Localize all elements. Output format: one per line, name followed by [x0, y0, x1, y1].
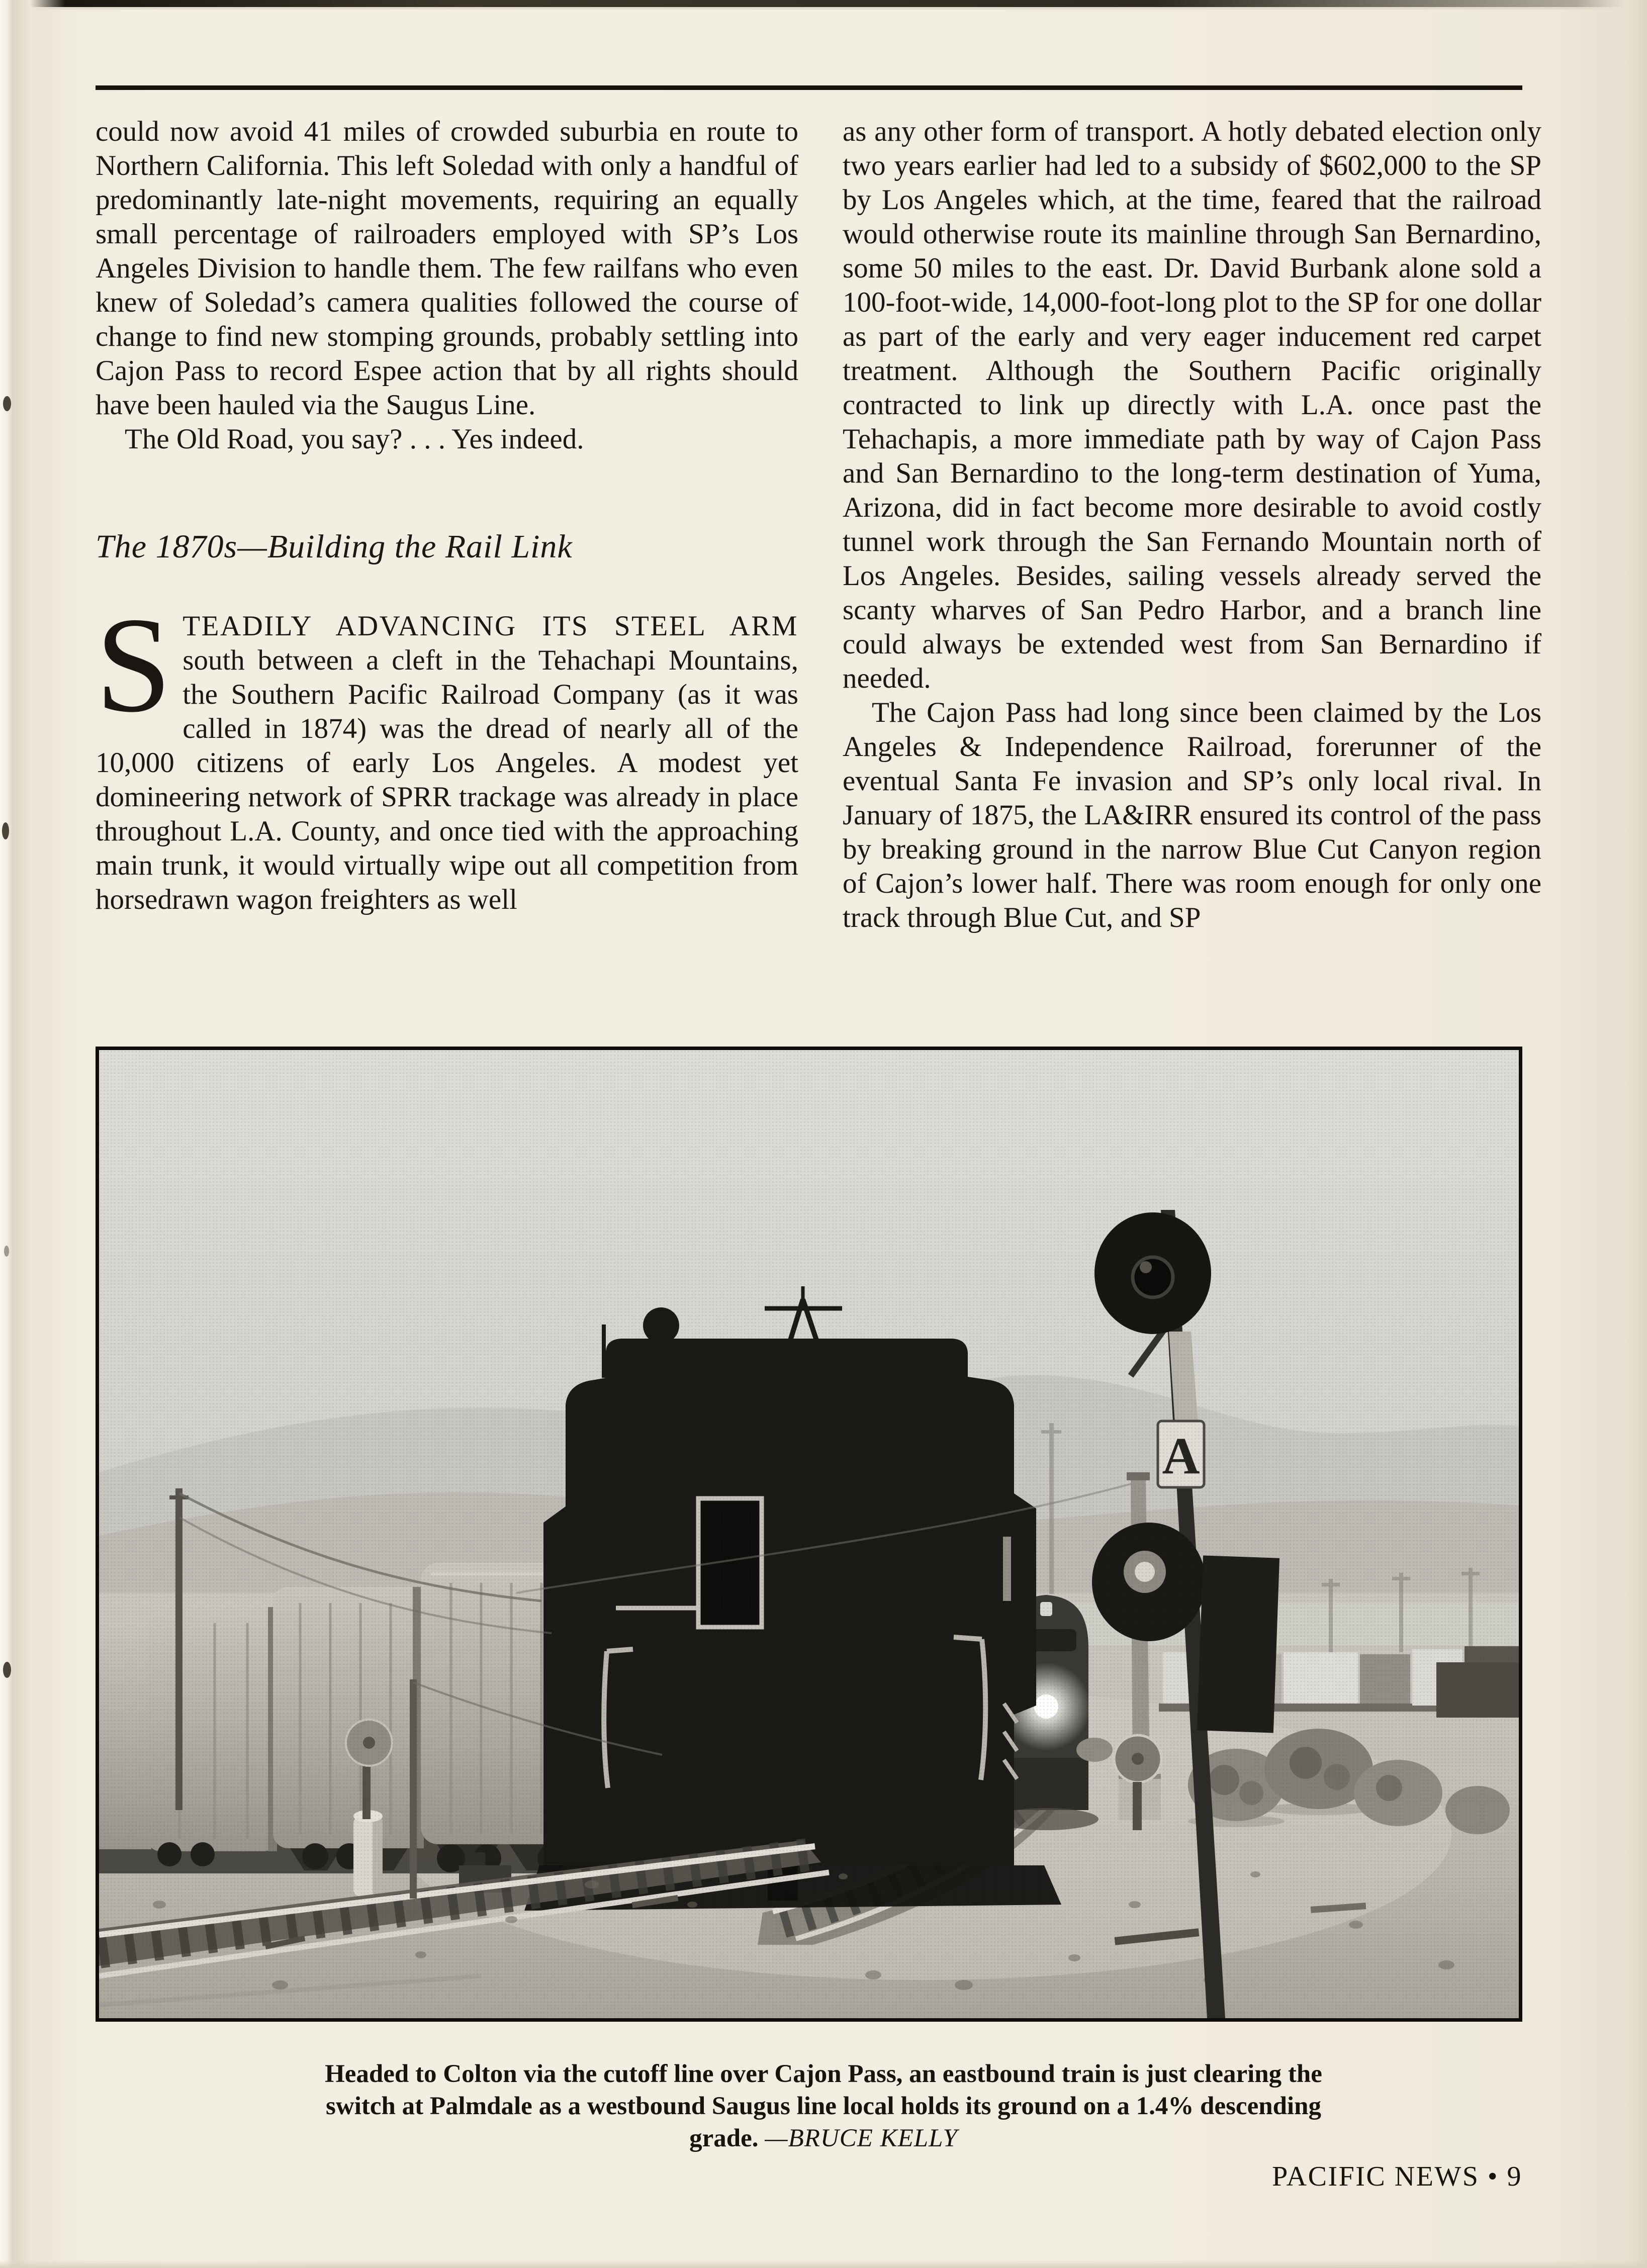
right-column — [843, 115, 1541, 935]
scan-bottom-edge — [0, 2260, 1647, 2268]
scan-top-edge — [0, 0, 1647, 7]
drop-cap: S — [96, 589, 172, 740]
body-paragraph-continuation: could now avoid 41 miles of crowded suburbia en route to Northern California. This left Soledad with only a handful of predominantly late-night movements, requiring an equally small percentage of railroaders employed with SP’s Los Angeles Division to handle them. The few railfans who even knew of Soledad’s camera qualities followed the course of change to find new stomping grounds, probably settling into Cajon Pass to record Espee action that by all rights should have been hauled via the Saugus Line. — [96, 116, 798, 421]
binding-mark — [2, 822, 9, 839]
halftone-overlay — [99, 1050, 1519, 2018]
lead-in-caps: TEADILY ADVANCING ITS STEEL ARM — [182, 610, 798, 642]
body-paragraph-steadily — [96, 589, 798, 917]
scan-top-highlight — [0, 7, 1647, 10]
top-rule — [96, 85, 1522, 90]
scan-left-edge — [0, 0, 65, 2268]
paragraph-text: south between a cleft in the Tehachapi Mountains, the Southern Pacific Railroad Company (as it was called in 1874) was the dread of nearly all of the 10,000 citizens of early Los Angeles. A modest yet domineering network of SPRR trackage was already in place throughout L.A. County, and once tied with the approaching main trunk, it would virtually wipe out all competition from horsedrawn wagon freighters as well — [96, 644, 798, 915]
photo-caption — [301, 2058, 1346, 2154]
photo-frame — [96, 1047, 1522, 2022]
body-paragraph-cajon: The Cajon Pass had long since been claimed by the Los Angeles & Independence Railroad, forerunner of the eventual Santa Fe invasion and SP’s only local rival. In January of 1875, the LA&IRR ensured its control of the pass by breaking ground in the narrow Blue Cut Canyon region of Cajon’s lower half. There was room enough for only one track through Blue Cut, and SP — [843, 697, 1541, 933]
page-footer: PACIFIC NEWS • 9 — [1272, 2161, 1522, 2192]
binding-mark — [3, 396, 11, 411]
caption-text: Headed to Colton via the cutoff line over Cajon Pass, an eastbound train is just clearing the switch at Palmdale as a westbound Saugus line local holds its ground on a 1.4% descending grade. — [325, 2060, 1322, 2152]
scan-right-edge — [1577, 0, 1647, 2268]
section-heading: The 1870s—Building the Rail Link — [96, 528, 573, 565]
body-paragraph-transport: as any other form of transport. A hotly debated election only two years earlier had led to a subsidy of $602,000 to the SP by Los Angeles which, at the time, feared that the railroad would otherwise route its mainline through San Bernardino, some 50 miles to the east. Dr. David Burbank alone sold a 100-foot-wide, 14,000-foot-long plot to the SP for one dollar as part of the early and very eager inducement red carpet treatment. Although the Southern Pacific originally contracted to link up directly with L.A. once past the Tehachapis, a more immediate path by way of Cajon Pass and San Bernardino to the long-term destination of Yuma, Arizona, did in fact become more desirable to avoid costly tunnel work through the San Fernando Mountain north of Los Angeles. Besides, sailing vessels already served the scanty wharves of San Pedro Harbor, and a branch line could always be extended west from San Bernardino if needed. — [843, 116, 1541, 694]
train-photo — [99, 1050, 1519, 2018]
photo-credit: —BRUCE KELLY — [765, 2124, 958, 2152]
binding-mark — [3, 1662, 11, 1678]
left-column — [96, 115, 798, 917]
binding-mark — [4, 1246, 9, 1257]
body-paragraph-old-road: The Old Road, you say? . . . Yes indeed. — [125, 423, 584, 455]
